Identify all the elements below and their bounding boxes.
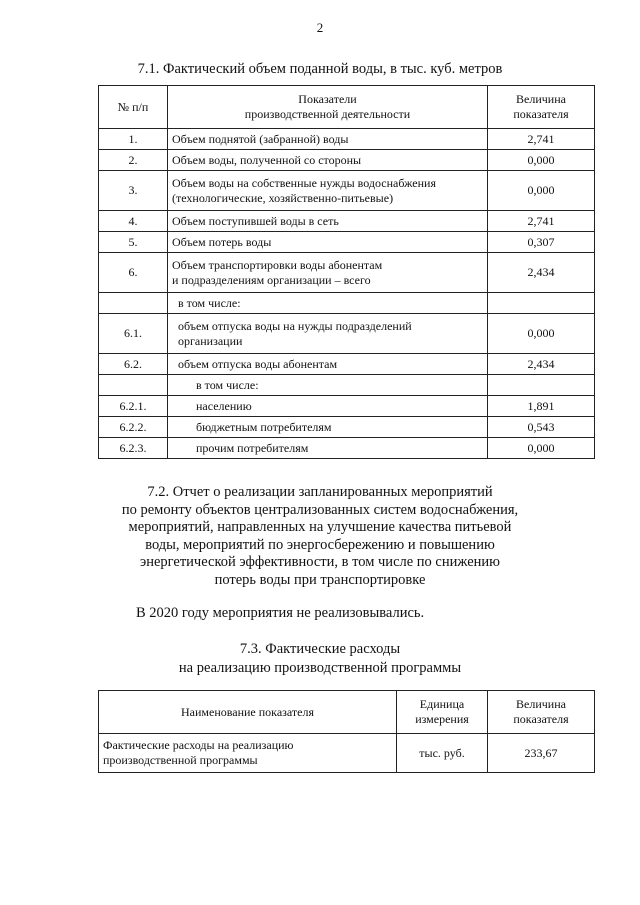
header-unit-line2: измерения <box>415 712 469 726</box>
row-num <box>99 375 168 396</box>
table-row <box>99 171 595 211</box>
row-indicator-line2: организации <box>178 333 243 348</box>
header-unit-line1: Единица <box>419 697 465 711</box>
row-indicator <box>168 150 488 171</box>
row-indicator-line1: Объем транспортировки воды абонентам <box>172 257 383 272</box>
row-value: 233,67 <box>488 734 595 773</box>
row-num: 6.2. <box>99 354 168 375</box>
header-value <box>488 86 595 129</box>
header-value-line1: Величина <box>516 697 566 711</box>
row-value: 0,000 <box>488 314 595 354</box>
header-indicator-line1: Показатели <box>298 92 357 106</box>
header-value <box>488 691 595 734</box>
row-indicator <box>168 253 488 293</box>
table-row <box>99 417 595 438</box>
section-7-2-line: 7.2. Отчет о реализации запланированных мероприятий <box>147 484 493 500</box>
row-num: 4. <box>99 211 168 232</box>
row-indicator-line1: Объем поднятой (забранной) воды <box>172 131 349 146</box>
row-indicator <box>168 171 488 211</box>
row-value: 2,434 <box>488 253 595 293</box>
row-indicator-line1: бюджетным потребителям <box>196 419 332 434</box>
row-num: 3. <box>99 171 168 211</box>
row-value: 0,307 <box>488 232 595 253</box>
section-7-2-line: воды, мероприятий по энергосбережению и повышению <box>145 536 495 553</box>
row-indicator <box>168 438 488 459</box>
row-num: 6.2.1. <box>99 396 168 417</box>
section-7-1-title: 7.1. Фактический объем поданной воды, в тыс. куб. метров <box>137 61 503 77</box>
row-indicator-line1: Объем воды на собственные нужды водоснабжения <box>172 175 436 190</box>
row-indicator-line1: в том числе: <box>196 377 259 392</box>
section-7-2-line: потерь воды при транспортировке <box>214 571 426 588</box>
row-num: 6.2.3. <box>99 438 168 459</box>
row-num: 6.1. <box>99 314 168 354</box>
row-indicator <box>168 314 488 354</box>
row-num <box>99 293 168 314</box>
row-indicator-line1: объем отпуска воды абонентам <box>178 356 338 371</box>
header-indicator <box>168 86 488 129</box>
section-7-3-title <box>40 640 600 678</box>
header-value-line1: Величина <box>516 92 566 106</box>
row-indicator-line1: Объем воды, полученной со стороны <box>172 152 362 167</box>
table-row <box>99 354 595 375</box>
row-indicator <box>168 129 488 150</box>
row-indicator <box>168 417 488 438</box>
section-7-2-note: В 2020 году мероприятия не реализовывались. <box>136 605 425 621</box>
section-7-2-title <box>110 484 530 589</box>
table-row <box>99 211 595 232</box>
table-header-row <box>99 691 595 734</box>
row-value: 0,000 <box>488 150 595 171</box>
row-indicator <box>168 396 488 417</box>
row-value <box>488 293 595 314</box>
expenses-table <box>98 690 595 773</box>
section-7-3-title-line2: на реализацию производственной программы <box>178 660 462 676</box>
row-indicator-line1: в том числе: <box>178 295 241 310</box>
row-indicator <box>168 211 488 232</box>
row-name-line1: Фактические расходы на реализацию <box>103 738 294 752</box>
header-unit <box>397 691 488 734</box>
section-7-2-line: по ремонту объектов централизованных систем водоснабжения, <box>121 501 519 518</box>
table-row <box>99 150 595 171</box>
row-name-line2: производственной программы <box>103 753 258 767</box>
row-num: 5. <box>99 232 168 253</box>
row-indicator-line1: Объем потерь воды <box>172 234 272 249</box>
row-value: 2,741 <box>488 211 595 232</box>
row-indicator-line1: Объем поступившей воды в сеть <box>172 213 339 228</box>
row-value: 0,543 <box>488 417 595 438</box>
row-indicator-line2: (технологические, хозяйственно-питьевые) <box>172 190 394 205</box>
row-indicator-line1: объем отпуска воды на нужды подразделений <box>178 318 412 333</box>
table-row <box>99 293 595 314</box>
table-row <box>99 253 595 293</box>
row-num: 6. <box>99 253 168 293</box>
row-indicator <box>168 232 488 253</box>
header-value-line2: показателя <box>513 107 569 121</box>
table-row <box>99 129 595 150</box>
table-row <box>99 396 595 417</box>
table-row <box>99 314 595 354</box>
section-7-2-line: мероприятий, направленных на улучшение качества питьевой <box>128 519 512 535</box>
row-indicator-line2: и подразделениям организации – всего <box>172 272 371 287</box>
row-value: 0,000 <box>488 171 595 211</box>
header-name: Наименование показателя <box>99 691 397 734</box>
table-row <box>99 734 595 773</box>
header-indicator-line2: производственной деятельности <box>244 107 411 121</box>
table-row <box>99 438 595 459</box>
table-row <box>99 375 595 396</box>
header-num: № п/п <box>99 86 168 129</box>
row-num: 6.2.2. <box>99 417 168 438</box>
row-value: 2,741 <box>488 129 595 150</box>
row-value: 0,000 <box>488 438 595 459</box>
water-volume-table <box>98 85 595 459</box>
header-value-line2: показателя <box>513 712 569 726</box>
row-indicator <box>168 375 488 396</box>
table-header-row <box>99 86 595 129</box>
row-indicator-line1: прочим потребителям <box>196 440 309 455</box>
row-value: 1,891 <box>488 396 595 417</box>
row-value <box>488 375 595 396</box>
section-7-3-title-line1: 7.3. Фактические расходы <box>239 641 401 657</box>
row-value: 2,434 <box>488 354 595 375</box>
page-number: 2 <box>316 20 324 35</box>
row-indicator <box>168 354 488 375</box>
row-num: 2. <box>99 150 168 171</box>
section-7-2-line: энергетической эффективности, в том числе по снижению <box>139 554 501 570</box>
row-indicator-line1: населению <box>196 398 252 413</box>
table-row <box>99 232 595 253</box>
row-num: 1. <box>99 129 168 150</box>
row-indicator <box>168 293 488 314</box>
row-unit: тыс. руб. <box>397 734 488 773</box>
row-name <box>99 734 397 773</box>
